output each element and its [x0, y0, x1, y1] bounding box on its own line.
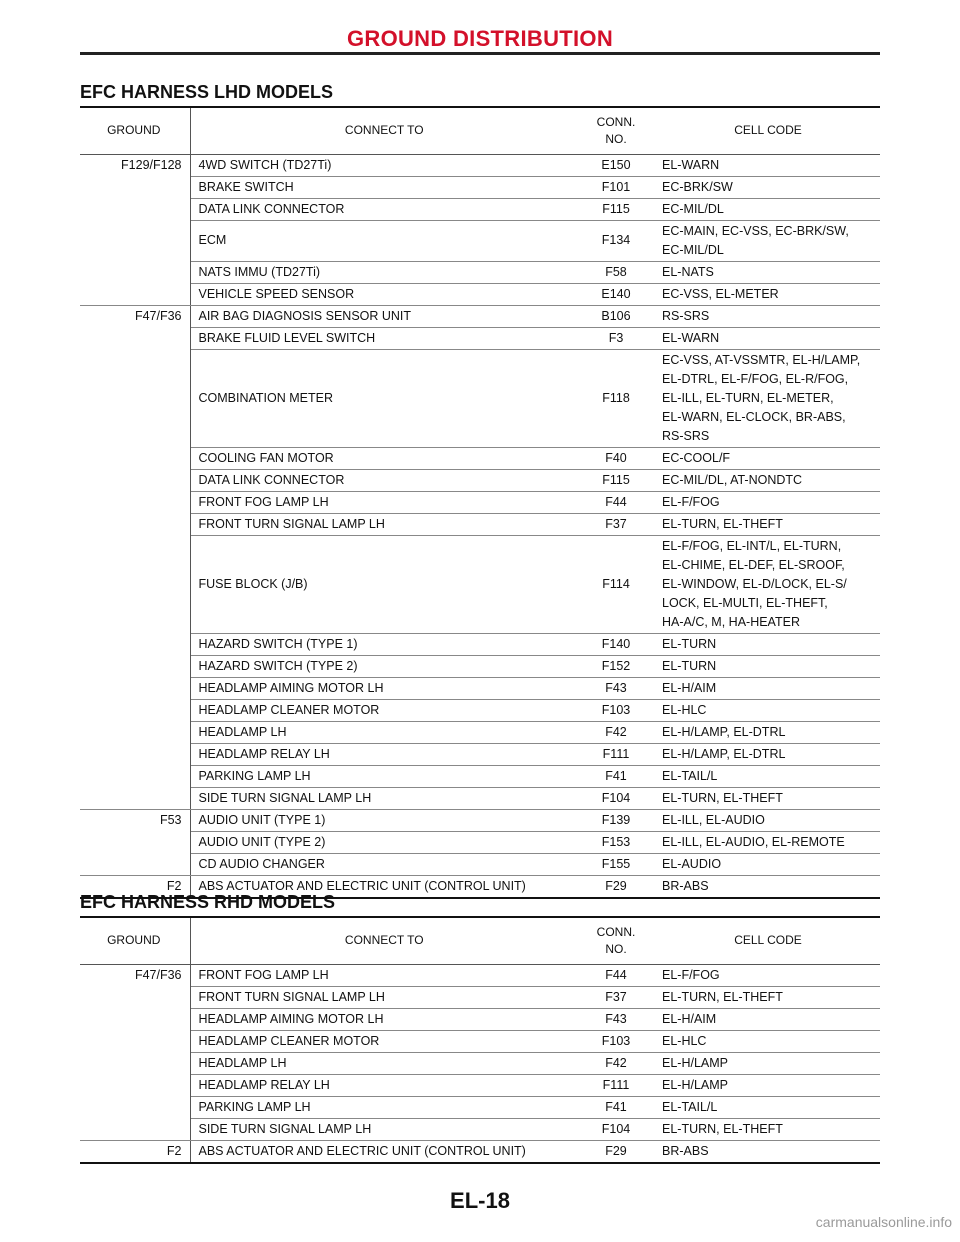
cell-connect-to: DATA LINK CONNECTOR [190, 198, 576, 220]
cell-connect-to: FRONT FOG LAMP LH [190, 964, 576, 986]
cell-conn-no: F101 [576, 176, 656, 198]
col-header-ground: GROUND [80, 918, 190, 964]
cell-conn-no: F118 [576, 349, 656, 447]
cell-connect-to: AUDIO UNIT (TYPE 2) [190, 831, 576, 853]
cell-ground [80, 1074, 190, 1096]
cell-ground [80, 469, 190, 491]
table-row [80, 1052, 880, 1074]
cell-conn-no: F111 [576, 1074, 656, 1096]
cell-connect-to: PARKING LAMP LH [190, 1096, 576, 1118]
cell-connect-to: SIDE TURN SIGNAL LAMP LH [190, 787, 576, 809]
cell-cell-code: EL-H/LAMP, EL-DTRL [656, 743, 880, 765]
cell-ground [80, 986, 190, 1008]
table-row [80, 1140, 880, 1163]
table-row [80, 721, 880, 743]
table-row [80, 633, 880, 655]
cell-cell-code: EL-NATS [656, 261, 880, 283]
cell-conn-no: B106 [576, 305, 656, 327]
cell-cell-code: EL-H/LAMP [656, 1052, 880, 1074]
cell-conn-no: F155 [576, 853, 656, 875]
cell-connect-to: BRAKE FLUID LEVEL SWITCH [190, 327, 576, 349]
cell-connect-to: HAZARD SWITCH (TYPE 2) [190, 655, 576, 677]
cell-cell-code: EC-MIL/DL, AT-NONDTC [656, 469, 880, 491]
table-row [80, 677, 880, 699]
col-header-connect-to: CONNECT TO [190, 108, 576, 154]
table-row [80, 765, 880, 787]
cell-connect-to: HEADLAMP LH [190, 1052, 576, 1074]
table-row [80, 327, 880, 349]
cell-cell-code: EL-WARN [656, 327, 880, 349]
page-header-title: GROUND DISTRIBUTION [346, 26, 614, 51]
cell-cell-code: EL-HLC [656, 1030, 880, 1052]
cell-connect-to: FUSE BLOCK (J/B) [190, 535, 576, 633]
cell-ground: F2 [80, 875, 190, 898]
harness-table-rhd [80, 918, 880, 1164]
cell-cell-code: EC-BRK/SW [656, 176, 880, 198]
cell-conn-no: F37 [576, 513, 656, 535]
cell-ground [80, 1052, 190, 1074]
cell-cell-code: EL-ILL, EL-AUDIO [656, 809, 880, 831]
cell-ground: F129/F128 [80, 154, 190, 176]
table-row [80, 513, 880, 535]
cell-connect-to: NATS IMMU (TD27Ti) [190, 261, 576, 283]
cell-ground: F2 [80, 1140, 190, 1163]
cell-cell-code: EL-AUDIO [656, 853, 880, 875]
cell-conn-no: F153 [576, 831, 656, 853]
cell-cell-code: EL-F/FOG [656, 491, 880, 513]
cell-cell-code: EL-TAIL/L [656, 1096, 880, 1118]
cell-cell-code: EL-F/FOG [656, 964, 880, 986]
cell-cell-code: EL-TURN, EL-THEFT [656, 513, 880, 535]
table-row [80, 655, 880, 677]
cell-ground [80, 349, 190, 447]
cell-cell-code: EC-MAIN, EC-VSS, EC-BRK/SW, EC-MIL/DL [656, 220, 880, 261]
table-row [80, 447, 880, 469]
col-header-ground: GROUND [80, 108, 190, 154]
cell-conn-no: F152 [576, 655, 656, 677]
table-row [80, 1030, 880, 1052]
cell-cell-code: RS-SRS [656, 305, 880, 327]
table-row [80, 1118, 880, 1140]
cell-connect-to: 4WD SWITCH (TD27Ti) [190, 154, 576, 176]
table-row [80, 809, 880, 831]
table-row [80, 535, 880, 633]
cell-connect-to: COOLING FAN MOTOR [190, 447, 576, 469]
cell-connect-to: SIDE TURN SIGNAL LAMP LH [190, 1118, 576, 1140]
cell-conn-no: F42 [576, 721, 656, 743]
section-title: EFC HARNESS LHD MODELS [80, 82, 334, 102]
cell-ground [80, 220, 190, 261]
cell-connect-to: AIR BAG DIAGNOSIS SENSOR UNIT [190, 305, 576, 327]
cell-cell-code: EC-COOL/F [656, 447, 880, 469]
cell-connect-to: ECM [190, 220, 576, 261]
header-rule [80, 52, 880, 55]
cell-connect-to: HEADLAMP CLEANER MOTOR [190, 699, 576, 721]
cell-connect-to: VEHICLE SPEED SENSOR [190, 283, 576, 305]
table-body [80, 154, 880, 898]
table-row [80, 1074, 880, 1096]
cell-conn-no: F115 [576, 469, 656, 491]
cell-cell-code: EL-ILL, EL-AUDIO, EL-REMOTE [656, 831, 880, 853]
cell-cell-code: EL-F/FOG, EL-INT/L, EL-TURN, EL-CHIME, EL-DEF, EL-SROOF, EL-WINDOW, EL-D/LOCK, EL-S/ LOCK, EL-MULTI, EL-THEFT, HA-A/C, M, HA-HEATER [656, 535, 880, 633]
cell-ground: F47/F36 [80, 305, 190, 327]
cell-cell-code: EC-VSS, EL-METER [656, 283, 880, 305]
cell-cell-code: EL-TURN [656, 655, 880, 677]
cell-connect-to: ABS ACTUATOR AND ELECTRIC UNIT (CONTROL UNIT) [190, 875, 576, 898]
cell-conn-no: F41 [576, 765, 656, 787]
cell-connect-to: FRONT TURN SIGNAL LAMP LH [190, 986, 576, 1008]
cell-ground [80, 787, 190, 809]
cell-conn-no: F114 [576, 535, 656, 633]
cell-ground [80, 327, 190, 349]
cell-conn-no: F140 [576, 633, 656, 655]
cell-ground [80, 1030, 190, 1052]
cell-connect-to: CD AUDIO CHANGER [190, 853, 576, 875]
cell-conn-no: F115 [576, 198, 656, 220]
table-row [80, 743, 880, 765]
cell-cell-code: EC-MIL/DL [656, 198, 880, 220]
table-row [80, 1096, 880, 1118]
cell-cell-code: EC-VSS, AT-VSSMTR, EL-H/LAMP, EL-DTRL, EL-F/FOG, EL-R/FOG, EL-ILL, EL-TURN, EL-METER, EL-WARN, EL-CLOCK, BR-ABS, RS-SRS [656, 349, 880, 447]
col-header-cell-code: CELL CODE [656, 108, 880, 154]
cell-connect-to: HEADLAMP AIMING MOTOR LH [190, 1008, 576, 1030]
cell-connect-to: HEADLAMP RELAY LH [190, 1074, 576, 1096]
table-row [80, 198, 880, 220]
cell-cell-code: EL-H/AIM [656, 677, 880, 699]
table-row [80, 283, 880, 305]
cell-conn-no: F43 [576, 1008, 656, 1030]
cell-cell-code: EL-TAIL/L [656, 765, 880, 787]
table-row [80, 1008, 880, 1030]
cell-ground [80, 677, 190, 699]
cell-conn-no: F40 [576, 447, 656, 469]
cell-cell-code: EL-TURN, EL-THEFT [656, 986, 880, 1008]
cell-conn-no: F37 [576, 986, 656, 1008]
cell-cell-code: EL-TURN [656, 633, 880, 655]
cell-ground [80, 1118, 190, 1140]
col-header-cell-code: CELL CODE [656, 918, 880, 964]
table-header-row [80, 918, 880, 964]
cell-conn-no: F134 [576, 220, 656, 261]
page-header [80, 26, 880, 52]
cell-ground [80, 447, 190, 469]
cell-ground: F47/F36 [80, 964, 190, 986]
section-rhd [80, 890, 880, 1164]
cell-connect-to: PARKING LAMP LH [190, 765, 576, 787]
col-header-conn-no: CONN. NO. [576, 918, 656, 964]
cell-connect-to: HAZARD SWITCH (TYPE 1) [190, 633, 576, 655]
col-header-conn-no: CONN. NO. [576, 108, 656, 154]
cell-connect-to: HEADLAMP RELAY LH [190, 743, 576, 765]
table-row [80, 154, 880, 176]
cell-connect-to: HEADLAMP AIMING MOTOR LH [190, 677, 576, 699]
table-row [80, 349, 880, 447]
cell-ground [80, 1008, 190, 1030]
cell-conn-no: F104 [576, 1118, 656, 1140]
cell-conn-no: F103 [576, 1030, 656, 1052]
section-lhd [80, 80, 880, 899]
table-row [80, 986, 880, 1008]
cell-ground [80, 655, 190, 677]
cell-conn-no: F41 [576, 1096, 656, 1118]
cell-cell-code: BR-ABS [656, 875, 880, 898]
page-number: EL-18 [450, 1188, 510, 1213]
cell-conn-no: F44 [576, 964, 656, 986]
cell-cell-code: EL-WARN [656, 154, 880, 176]
cell-ground [80, 198, 190, 220]
table-row [80, 831, 880, 853]
table-header-row [80, 108, 880, 154]
cell-ground [80, 283, 190, 305]
watermark: carmanualsonline.info [815, 1214, 952, 1230]
table-row [80, 220, 880, 261]
cell-conn-no: E150 [576, 154, 656, 176]
harness-table-lhd [80, 108, 880, 899]
cell-cell-code: EL-H/LAMP [656, 1074, 880, 1096]
cell-ground [80, 853, 190, 875]
table-row [80, 699, 880, 721]
cell-connect-to: HEADLAMP CLEANER MOTOR [190, 1030, 576, 1052]
cell-cell-code: EL-TURN, EL-THEFT [656, 787, 880, 809]
table-row [80, 787, 880, 809]
table-row [80, 964, 880, 986]
cell-connect-to: FRONT FOG LAMP LH [190, 491, 576, 513]
cell-ground [80, 491, 190, 513]
cell-cell-code: EL-H/AIM [656, 1008, 880, 1030]
cell-ground [80, 513, 190, 535]
cell-ground [80, 699, 190, 721]
cell-ground [80, 535, 190, 633]
cell-conn-no: F139 [576, 809, 656, 831]
cell-connect-to: FRONT TURN SIGNAL LAMP LH [190, 513, 576, 535]
cell-ground [80, 633, 190, 655]
col-header-connect-to: CONNECT TO [190, 918, 576, 964]
cell-cell-code: BR-ABS [656, 1140, 880, 1163]
cell-conn-no: F44 [576, 491, 656, 513]
cell-conn-no: F103 [576, 699, 656, 721]
table-row [80, 469, 880, 491]
table-row [80, 261, 880, 283]
cell-ground [80, 1096, 190, 1118]
section-title: EFC HARNESS RHD MODELS [80, 892, 336, 912]
cell-ground [80, 831, 190, 853]
cell-connect-to: AUDIO UNIT (TYPE 1) [190, 809, 576, 831]
cell-ground: F53 [80, 809, 190, 831]
cell-connect-to: HEADLAMP LH [190, 721, 576, 743]
cell-conn-no: F42 [576, 1052, 656, 1074]
table-row [80, 176, 880, 198]
cell-ground [80, 765, 190, 787]
cell-conn-no: F43 [576, 677, 656, 699]
cell-conn-no: F58 [576, 261, 656, 283]
table-row [80, 853, 880, 875]
cell-ground [80, 261, 190, 283]
cell-conn-no: F29 [576, 875, 656, 898]
table-row [80, 491, 880, 513]
cell-connect-to: BRAKE SWITCH [190, 176, 576, 198]
table-body [80, 964, 880, 1163]
cell-connect-to: DATA LINK CONNECTOR [190, 469, 576, 491]
cell-conn-no: F111 [576, 743, 656, 765]
cell-ground [80, 721, 190, 743]
cell-cell-code: EL-HLC [656, 699, 880, 721]
cell-cell-code: EL-H/LAMP, EL-DTRL [656, 721, 880, 743]
cell-connect-to: COMBINATION METER [190, 349, 576, 447]
cell-connect-to: ABS ACTUATOR AND ELECTRIC UNIT (CONTROL UNIT) [190, 1140, 576, 1163]
cell-ground [80, 743, 190, 765]
cell-conn-no: F104 [576, 787, 656, 809]
table-row [80, 305, 880, 327]
cell-cell-code: EL-TURN, EL-THEFT [656, 1118, 880, 1140]
cell-conn-no: F29 [576, 1140, 656, 1163]
cell-ground [80, 176, 190, 198]
cell-conn-no: F3 [576, 327, 656, 349]
cell-conn-no: E140 [576, 283, 656, 305]
